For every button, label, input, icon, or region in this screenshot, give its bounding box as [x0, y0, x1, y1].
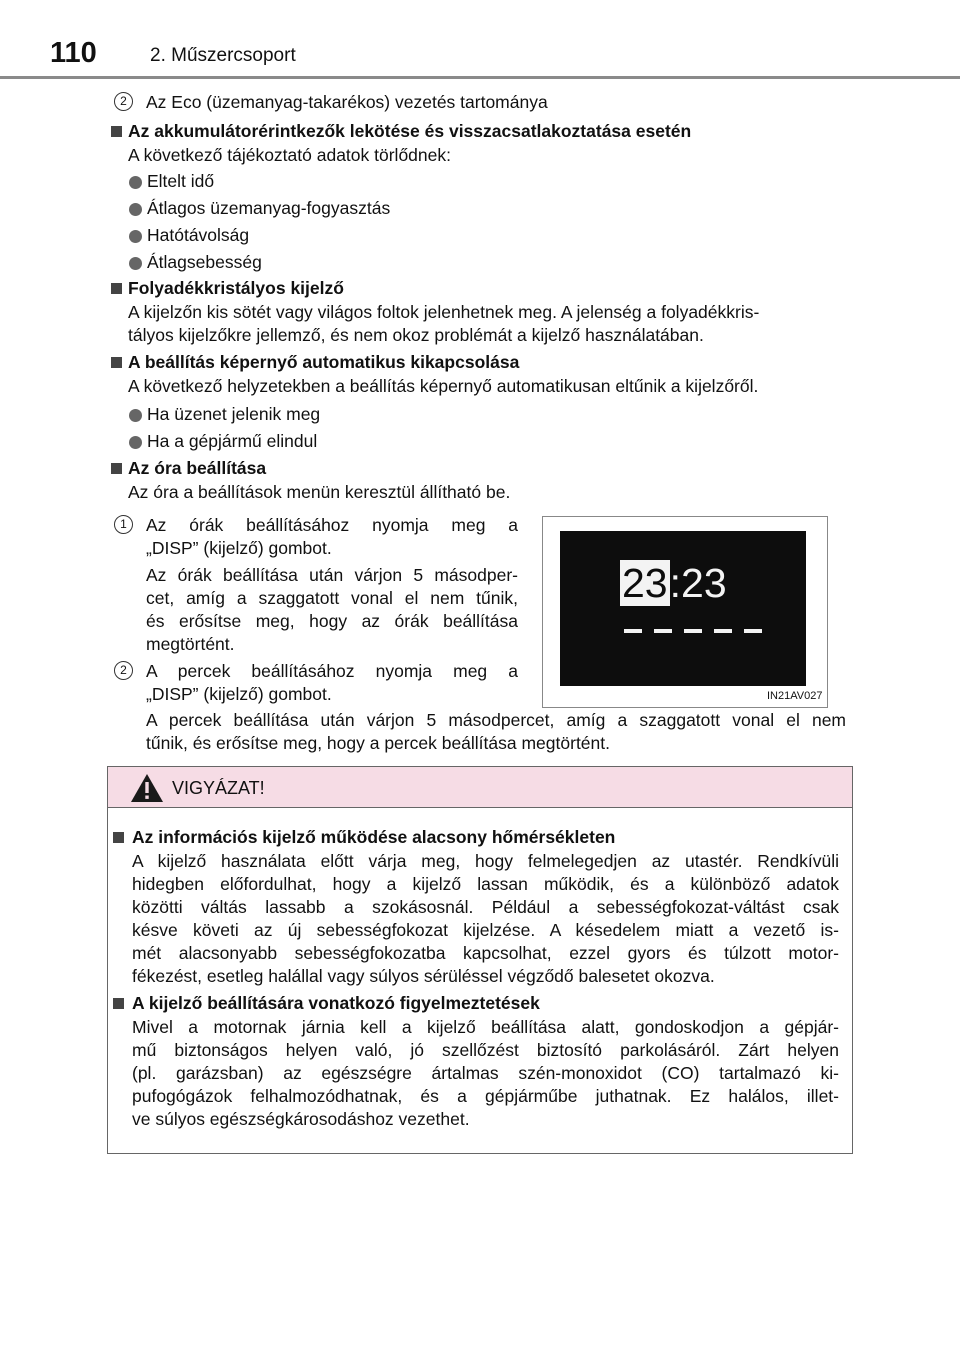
list-bullet-dot	[129, 436, 142, 449]
clock-hours-highlighted: 23	[622, 560, 668, 606]
list-bullet-dot	[129, 203, 142, 216]
figure-code: IN21AV027	[767, 690, 823, 702]
list-bullet-dot	[129, 257, 142, 270]
step2-note-line: A percek beállítása után várjon 5 másodpercet, amíg a szaggatott vonal el nem	[146, 710, 846, 730]
step1-text-line: „DISP” (kijelző) gombot.	[146, 538, 332, 558]
page-number: 110	[50, 37, 97, 69]
dashed-line-segment	[654, 629, 672, 633]
lcd-text-line: tályos kijelzőkre jellemző, és nem okoz problémát a kijelző használatában.	[128, 325, 704, 345]
chapter-title: 2. Műszercsoport	[150, 45, 296, 66]
list-bullet-dot	[129, 176, 142, 189]
display-screen	[560, 531, 806, 686]
step2-note-line: tűnik, és erősítse meg, hogy a percek beállítása megtörtént.	[146, 733, 610, 753]
dashed-line-segment	[624, 629, 642, 633]
step2-text-line: „DISP” (kijelző) gombot.	[146, 684, 332, 704]
warning-header-bar	[108, 767, 852, 808]
section-bullet-square	[113, 998, 124, 1009]
warning-item1-line: A kijelző használata előtt várja meg, hogy felmelegedjen az utastér. Rendkívüli	[132, 851, 839, 871]
page-header	[0, 0, 960, 80]
step1-note-line: Az órák beállítása után várjon 5 másodper-	[146, 565, 518, 585]
step1-text-line: Az órák beállításához nyomja meg a	[146, 515, 518, 535]
warning-item1-line: közötti váltás lassabb a szokásosnál. Például a sebességfokozat-váltást csak	[132, 897, 839, 917]
clock-readout	[620, 561, 727, 605]
battery-section-title: Az akkumulátorérintkezők lekötése és visszacsatlakoztatása esetén	[128, 121, 692, 141]
list-item: Átlagos üzemanyag-fogyasztás	[147, 198, 391, 218]
dashed-line-segment	[744, 629, 762, 633]
warning-heading: VIGYÁZAT!	[172, 778, 265, 798]
lcd-section-title: Folyadékkristályos kijelző	[128, 278, 344, 298]
step2-text-line: A percek beállításához nyomja meg a	[146, 661, 518, 681]
warning-item2-title: A kijelző beállítására vonatkozó figyelmeztetések	[132, 993, 540, 1013]
list-bullet-dot	[129, 230, 142, 243]
warning-item2-line: pufogógázok felhalmozódhatnak, és a gépjárműbe juthatnak. Ez halálos, illet-	[132, 1086, 839, 1106]
list-item: Hatótávolság	[147, 225, 250, 245]
section-bullet-square	[111, 357, 122, 368]
step1-note-line: és erősítse meg, hogy az órák beállítása	[146, 611, 518, 631]
step1-note-line: cet, amíg a szaggatott vonal el nem tűnik,	[146, 588, 518, 608]
warning-item2-line: ve súlyos egészségkárosodáshoz vezethet.	[132, 1109, 470, 1129]
dashed-line-segment	[684, 629, 702, 633]
list-item: Átlagsebesség	[147, 252, 262, 272]
list-item: Ha a gépjármű elindul	[147, 431, 318, 451]
warning-item1-title: Az információs kijelző működése alacsony hőmérsékleten	[132, 827, 616, 847]
section-bullet-square	[113, 832, 124, 843]
clock-display-figure	[542, 516, 828, 708]
dashed-line-segment	[714, 629, 732, 633]
clock-separator: :	[669, 560, 682, 606]
auto-off-intro: A következő helyzetekben a beállítás képernyő automatikusan eltűnik a kijelzőről.	[128, 376, 759, 396]
warning-item1-line: fékezést, esetleg halállal vagy súlyos sérüléssel végződő balesetet okozva.	[132, 966, 715, 986]
auto-off-section-title: A beállítás képernyő automatikus kikapcsolása	[128, 352, 520, 372]
list-bullet-dot	[129, 409, 142, 422]
warning-box	[107, 766, 853, 1154]
list-item: Eltelt idő	[147, 171, 215, 191]
warning-triangle-icon	[130, 773, 164, 803]
step-number-badge: 2	[114, 661, 133, 680]
eco-range-text: Az Eco (üzemanyag-takarékos) vezetés tartománya	[146, 92, 548, 112]
warning-item2-line: (pl. garázsban) az egészségre ártalmas szén-monoxidot (CO) tartalmazó ki-	[132, 1063, 839, 1083]
warning-item1-line: késve követi az új sebességfokozat kijelzése. A késedelem miatt a vezető is-	[132, 920, 839, 940]
header-rule	[0, 76, 960, 79]
warning-item2-line: Mivel a motornak járnia kell a kijelző beállítása alatt, gondoskodjon a gépjár-	[132, 1017, 839, 1037]
step-number-badge: 2	[114, 92, 133, 111]
step1-note-line: megtörtént.	[146, 634, 235, 654]
clock-minutes: 23	[681, 560, 727, 606]
warning-item1-line: hidegben előfordulhat, hogy a kijelző lassan működik, és a különböző adatok	[132, 874, 839, 894]
warning-item1-line: mét alacsonyabb sebességfokozatba kapcsolhat, ezzel gyors és túlzott motor-	[132, 943, 839, 963]
warning-item2-line: mű biztonságos helyen való, jó szellőzést biztosító parkolásáról. Zárt helyen	[132, 1040, 839, 1060]
lcd-text-line: A kijelzőn kis sötét vagy világos foltok jelenhetnek meg. A jelenség a folyadékkris-	[128, 302, 760, 322]
section-bullet-square	[111, 126, 122, 137]
clock-section-title: Az óra beállítása	[128, 458, 267, 478]
section-bullet-square	[111, 283, 122, 294]
step-number-badge: 1	[114, 515, 133, 534]
section-bullet-square	[111, 463, 122, 474]
battery-section-intro: A következő tájékoztató adatok törlődnek:	[128, 145, 451, 165]
list-item: Ha üzenet jelenik meg	[147, 404, 321, 424]
clock-section-intro: Az óra a beállítások menün keresztül állítható be.	[128, 482, 511, 502]
